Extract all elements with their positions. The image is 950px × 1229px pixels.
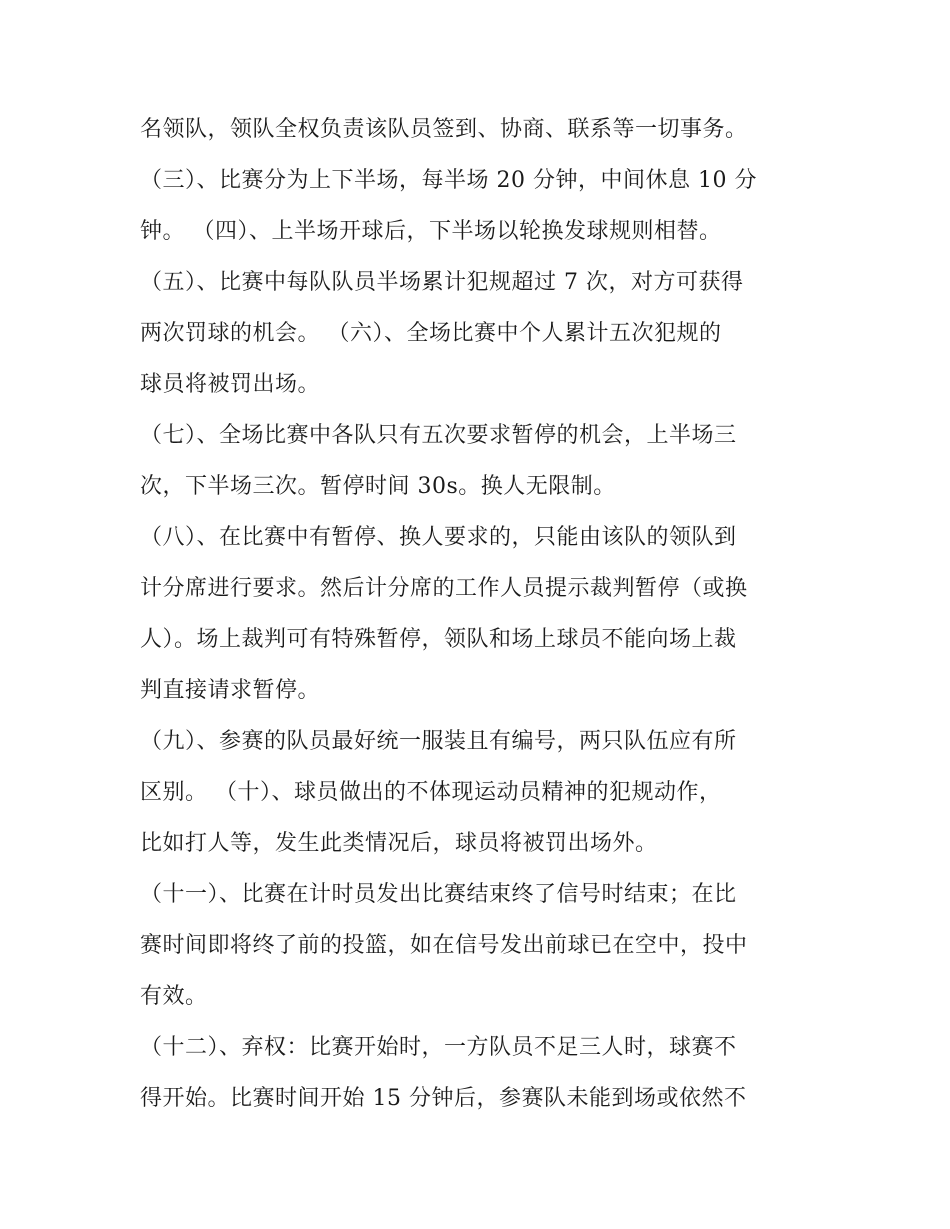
text-line: 名领队，领队全权负责该队员签到、协商、联系等一切事务。 [140,117,748,142]
text-line: 次，下半场三次。暂停时间 30s。换人无限制。 [140,474,616,499]
text-line: 有效。 [140,984,208,1009]
text-line: （三）、比赛分为上下半场，每半场 20 分钟，中间休息 10 分 [140,168,757,193]
text-line: 比如打人等，发生此类情况后，球员将被罚出场外。 [140,831,658,856]
text-line: 球员将被罚出场。 [140,372,321,397]
text-line: 人）。场上裁判可有特殊暂停，领队和场上球员不能向场上裁 [140,627,737,652]
text-line: 赛时间即将终了前的投篮，如在信号发出前球已在空中，投中 [140,933,748,958]
text-line: 钟。 （四）、上半场开球后，下半场以轮换发球规则相替。 [140,219,722,244]
text-line: 计分席进行要求。然后计分席的工作人员提示裁判暂停（或换 [140,576,748,601]
text-line: （十二）、弃权：比赛开始时，一方队员不足三人时，球赛不 [140,1035,737,1060]
text-line: （十一）、比赛在计时员发出比赛结束终了信号时结束；在比 [140,882,737,907]
text-line: 得开始。比赛时间开始 15 分钟后，参赛队未能到场或依然不 [140,1086,747,1111]
text-line: （七）、全场比赛中各队只有五次要求暂停的机会，上半场三 [140,423,737,448]
rules-text [140,104,830,1124]
text-line: （九）、参赛的队员最好统一服装且有编号，两只队伍应有所 [140,729,737,754]
text-line: 两次罚球的机会。 （六）、全场比赛中个人累计五次犯规的 [140,321,722,346]
text-line: （五）、比赛中每队队员半场累计犯规超过 7 次，对方可获得 [140,270,744,295]
text-line: （八）、在比赛中有暂停、换人要求的，只能由该队的领队到 [140,525,737,550]
text-line: 区别。 （十）、球员做出的不体现运动员精神的犯规动作， [140,780,722,805]
text-line: 判直接请求暂停。 [140,678,321,703]
